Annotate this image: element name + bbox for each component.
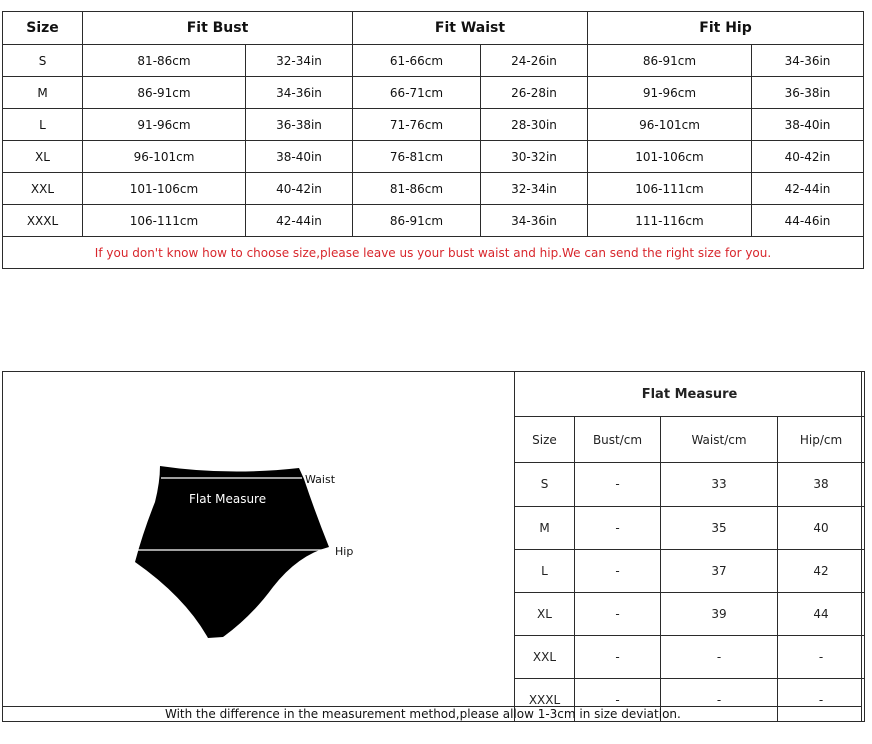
hip-cm-cell: 111-116cm	[588, 205, 752, 237]
table-row	[515, 549, 865, 592]
size-chart-table	[2, 11, 864, 269]
hip-in-cell: 42-44in	[752, 173, 864, 205]
bust-cell: -	[575, 635, 661, 678]
size-cell: M	[3, 77, 83, 109]
size-advice-row	[3, 237, 864, 269]
bust-in-cell: 32-34in	[246, 45, 353, 77]
waist-cell: -	[661, 635, 778, 678]
size-chart-header-row	[3, 12, 864, 45]
table-row	[515, 592, 865, 635]
hip-cm-cell: 91-96cm	[588, 77, 752, 109]
header-fit-bust: Fit Bust	[83, 12, 353, 45]
waist-cm-cell: 61-66cm	[353, 45, 481, 77]
size-cell: XL	[515, 592, 575, 635]
hip-cm-cell: 106-111cm	[588, 173, 752, 205]
table-row	[3, 45, 864, 77]
bust-cm-cell: 106-111cm	[83, 205, 246, 237]
size-cell: XXXL	[515, 678, 575, 721]
size-cell: M	[515, 506, 575, 549]
table-row	[3, 77, 864, 109]
hip-in-cell: 44-46in	[752, 205, 864, 237]
waist-cm-cell: 76-81cm	[353, 141, 481, 173]
bust-in-cell: 34-36in	[246, 77, 353, 109]
waist-cell: 37	[661, 549, 778, 592]
size-cell: L	[515, 549, 575, 592]
bust-in-cell: 36-38in	[246, 109, 353, 141]
hip-cell: -	[778, 678, 865, 721]
header-size: Size	[3, 12, 83, 45]
table-row	[3, 109, 864, 141]
size-cell: S	[515, 463, 575, 506]
bust-cell: -	[575, 463, 661, 506]
bust-cm-cell: 96-101cm	[83, 141, 246, 173]
hip-in-cell: 38-40in	[752, 109, 864, 141]
waist-cm-cell: 86-91cm	[353, 205, 481, 237]
hip-label: Hip	[335, 545, 354, 558]
size-advice-note: If you don't know how to choose size,please leave us your bust waist and hip.We can send the right size for you.	[3, 237, 864, 269]
flat-measure-illustration	[3, 372, 514, 722]
waist-cell: 33	[661, 463, 778, 506]
table-row	[515, 506, 865, 549]
hip-cell: 40	[778, 506, 865, 549]
waist-cell: -	[661, 678, 778, 721]
waist-in-cell: 32-34in	[481, 173, 588, 205]
table-row	[3, 173, 864, 205]
hip-cm-cell: 86-91cm	[588, 45, 752, 77]
waist-cm-cell: 66-71cm	[353, 77, 481, 109]
header-fit-waist: Fit Waist	[353, 12, 588, 45]
size-deviation-text: With the difference in the measurement method,please allow 1-3cm in size deviation.	[165, 707, 681, 721]
briefs-diagram	[3, 372, 514, 722]
table-row	[3, 141, 864, 173]
bust-cm-cell: 101-106cm	[83, 173, 246, 205]
bust-cell: -	[575, 549, 661, 592]
size-cell: XL	[3, 141, 83, 173]
bust-cm-cell: 86-91cm	[83, 77, 246, 109]
header-fit-hip: Fit Hip	[588, 12, 864, 45]
hip-cell: -	[778, 635, 865, 678]
size-cell: XXL	[515, 635, 575, 678]
waist-cm-cell: 81-86cm	[353, 173, 481, 205]
bust-cell: -	[575, 592, 661, 635]
flat-measure-title: Flat Measure	[515, 372, 865, 417]
bust-cm-cell: 91-96cm	[83, 109, 246, 141]
hip-cell: 44	[778, 592, 865, 635]
body-label: Flat Measure	[189, 492, 267, 506]
size-deviation-note	[2, 706, 862, 722]
waist-cm-cell: 71-76cm	[353, 109, 481, 141]
waist-cell: 35	[661, 506, 778, 549]
header-bust: Bust/cm	[575, 417, 661, 463]
hip-cm-cell: 96-101cm	[588, 109, 752, 141]
hip-in-cell: 36-38in	[752, 77, 864, 109]
bust-in-cell: 40-42in	[246, 173, 353, 205]
waist-in-cell: 24-26in	[481, 45, 588, 77]
hip-cm-cell: 101-106cm	[588, 141, 752, 173]
waist-in-cell: 28-30in	[481, 109, 588, 141]
size-cell: XXXL	[3, 205, 83, 237]
waist-in-cell: 34-36in	[481, 205, 588, 237]
flat-measure-table	[514, 371, 865, 722]
table-row	[515, 463, 865, 506]
hip-in-cell: 40-42in	[752, 141, 864, 173]
bust-cm-cell: 81-86cm	[83, 45, 246, 77]
header-waist: Waist/cm	[661, 417, 778, 463]
table-row	[3, 205, 864, 237]
header-hip: Hip/cm	[778, 417, 865, 463]
bust-cell: -	[575, 678, 661, 721]
bust-cell: -	[575, 506, 661, 549]
bust-in-cell: 42-44in	[246, 205, 353, 237]
flat-measure-panel	[2, 371, 862, 721]
waist-in-cell: 30-32in	[481, 141, 588, 173]
hip-in-cell: 34-36in	[752, 45, 864, 77]
waist-label: Waist	[305, 473, 336, 486]
size-cell: S	[3, 45, 83, 77]
hip-cell: 42	[778, 549, 865, 592]
size-cell: XXL	[3, 173, 83, 205]
bust-in-cell: 38-40in	[246, 141, 353, 173]
header-size: Size	[515, 417, 575, 463]
waist-cell: 39	[661, 592, 778, 635]
waist-in-cell: 26-28in	[481, 77, 588, 109]
size-cell: L	[3, 109, 83, 141]
hip-cell: 38	[778, 463, 865, 506]
table-row	[515, 635, 865, 678]
flat-measure-header-row	[515, 417, 865, 463]
